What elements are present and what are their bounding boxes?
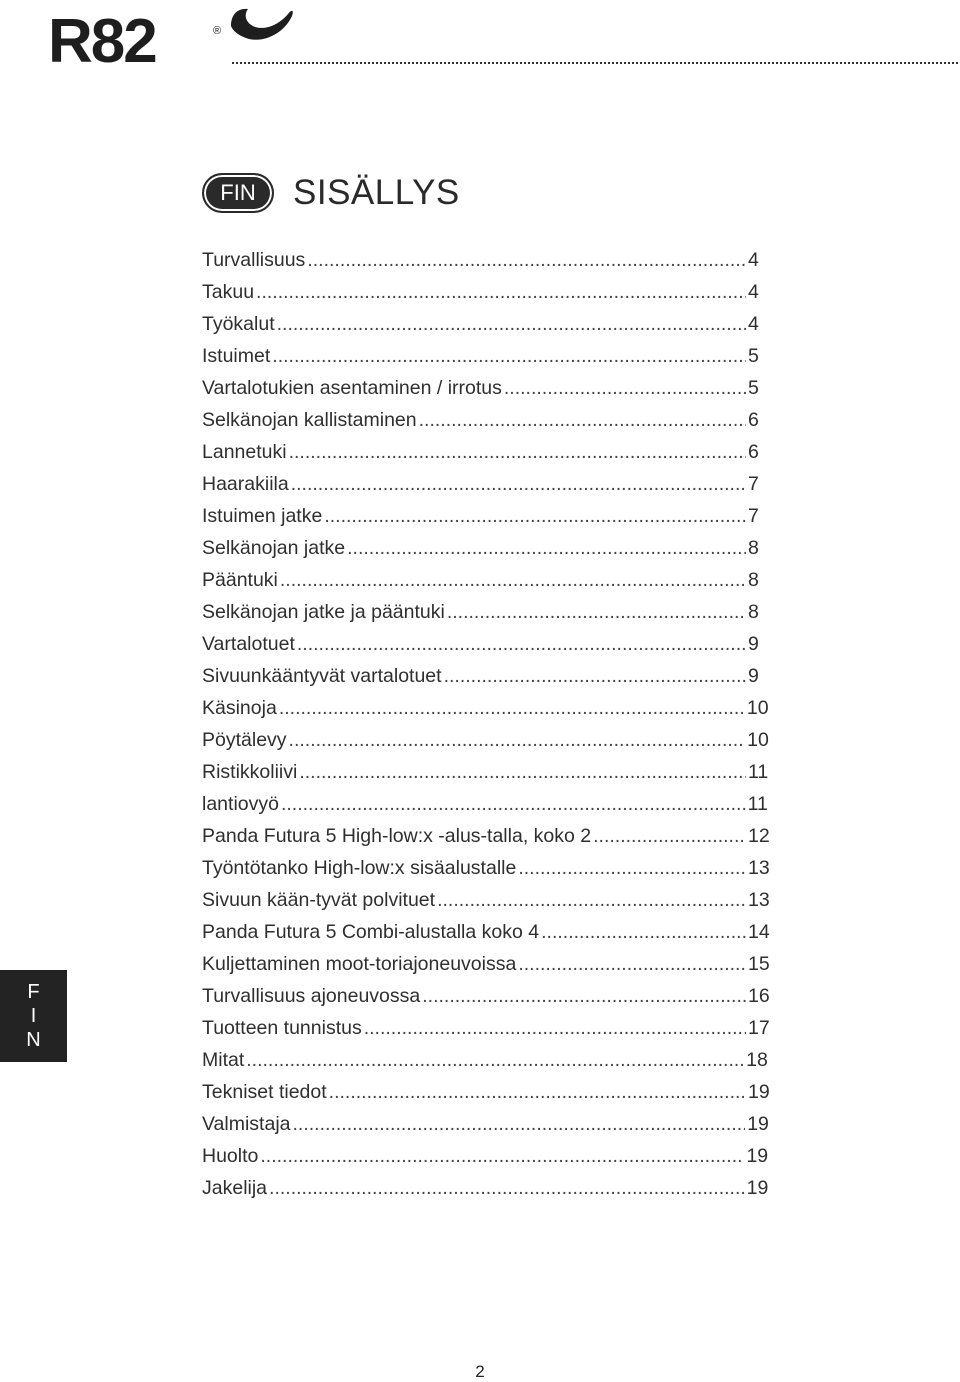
toc-entry-page: 13: [748, 889, 770, 911]
toc-entry[interactable]: [202, 660, 758, 692]
toc-entry-page: 16: [748, 985, 770, 1007]
toc-dot-leader: [593, 820, 746, 852]
toc-entry[interactable]: [202, 500, 758, 532]
toc-dot-leader: [518, 852, 746, 884]
toc-entry[interactable]: [202, 1108, 769, 1140]
toc-entry[interactable]: [202, 980, 770, 1012]
toc-dot-leader: [299, 756, 746, 788]
toc-entry-title: Tekniset tiedot: [202, 1081, 327, 1103]
toc-dot-leader: [307, 244, 746, 276]
toc-dot-leader: [280, 564, 746, 596]
side-tab-letter: I: [30, 1005, 37, 1027]
toc-entry-page: 12: [748, 825, 770, 847]
toc-entry-page: 5: [748, 377, 759, 399]
toc-entry[interactable]: [202, 1172, 769, 1204]
toc-dot-leader: [422, 980, 746, 1012]
toc-dot-leader: [437, 884, 746, 916]
toc-entry[interactable]: [202, 564, 758, 596]
toc-entry-title: Selkänojan jatke: [202, 537, 346, 559]
r82-logo: [48, 4, 298, 68]
toc-entry-page: 4: [748, 249, 759, 271]
toc-entry[interactable]: [202, 724, 769, 756]
toc-entry-title: Turvallisuus: [202, 249, 306, 271]
toc-dot-leader: [289, 724, 746, 756]
toc-entry-page: 17: [748, 1017, 770, 1039]
toc-dot-leader: [279, 692, 745, 724]
toc-dot-leader: [364, 1012, 746, 1044]
toc-entry-page: 9: [748, 633, 759, 655]
toc-entry-title: Vartalotukien asentaminen / irrotus: [202, 377, 502, 399]
toc-entry[interactable]: [202, 532, 758, 564]
toc-entry-title: Tuotteen tunnistus: [202, 1017, 362, 1039]
toc-entry-title: Istuimen jatke: [202, 505, 323, 527]
toc-entry-page: 6: [748, 409, 759, 431]
logo-text: R82: [48, 7, 156, 68]
toc-dot-leader: [289, 436, 746, 468]
logo-swoosh-icon: [231, 9, 293, 40]
toc-entry-title: Valmistaja: [202, 1113, 291, 1135]
toc-entry-page: 11: [747, 793, 768, 815]
language-badge: FIN: [202, 173, 274, 213]
toc-entry-title: Huolto: [202, 1145, 259, 1167]
page-title: SISÄLLYS: [293, 173, 460, 212]
toc-entry-title: Haarakiila: [202, 473, 289, 495]
toc-entry-title: Sivuun kään-tyvät polvituet: [202, 889, 436, 911]
toc-dot-leader: [272, 340, 746, 372]
toc-entry[interactable]: [202, 1044, 768, 1076]
toc-entry-page: 19: [746, 1177, 769, 1199]
toc-entry-page: 19: [746, 1145, 769, 1167]
toc-entry-title: Käsinoja: [202, 697, 277, 719]
toc-entry-title: Vartalotuet: [202, 633, 295, 655]
toc-dot-leader: [256, 276, 746, 308]
toc-entry-title: Työkalut: [202, 313, 275, 335]
toc-dot-leader: [246, 1044, 744, 1076]
toc-entry[interactable]: [202, 820, 770, 852]
toc-entry-page: 18: [746, 1049, 768, 1071]
toc-entry-page: 19: [748, 1081, 770, 1103]
toc-entry[interactable]: [202, 1012, 770, 1044]
toc-entry-page: 19: [747, 1113, 769, 1135]
toc-dot-leader: [324, 500, 746, 532]
toc-dot-leader: [504, 372, 746, 404]
toc-dot-leader: [269, 1172, 745, 1204]
toc-dot-leader: [329, 1076, 746, 1108]
toc-entry-title: Pääntuki: [202, 569, 278, 591]
toc-entry[interactable]: [202, 308, 758, 340]
toc-entry-title: Panda Futura 5 High-low:x -alus-talla, koko 2: [202, 825, 592, 847]
toc-entry-page: 7: [748, 505, 759, 527]
toc-dot-leader: [419, 404, 746, 436]
toc-dot-leader: [281, 788, 746, 820]
language-side-tab: [0, 970, 67, 1062]
toc-entry-page: 8: [748, 537, 759, 559]
toc-entry[interactable]: [202, 596, 758, 628]
page-header: [0, 0, 960, 90]
toc-entry[interactable]: [202, 628, 758, 660]
toc-entry-page: 7: [748, 473, 759, 495]
toc-dot-leader: [541, 916, 746, 948]
toc-entry-page: 9: [748, 665, 759, 687]
toc-entry-page: 4: [748, 281, 759, 303]
title-row: [202, 168, 460, 218]
toc-entry-page: 10: [746, 697, 769, 719]
toc-entry-title: Kuljettaminen moot-toriajoneuvoissa: [202, 953, 517, 975]
side-tab-letter: F: [27, 981, 40, 1003]
toc-entry-title: Mitat: [202, 1049, 245, 1071]
toc-entry[interactable]: [202, 468, 758, 500]
toc-entry[interactable]: [202, 436, 758, 468]
toc-entry[interactable]: [202, 276, 758, 308]
toc-dot-leader: [444, 660, 746, 692]
toc-entry-title: Lannetuki: [202, 441, 287, 463]
toc-dot-leader: [297, 628, 746, 660]
toc-entry-page: 10: [747, 729, 769, 751]
toc-entry[interactable]: [202, 852, 770, 884]
toc-dot-leader: [347, 532, 746, 564]
toc-entry[interactable]: [202, 244, 758, 276]
toc-entry-page: 8: [748, 569, 759, 591]
toc-entry-title: Selkänojan kallistaminen: [202, 409, 417, 431]
logo-registered-mark: ®: [213, 25, 222, 37]
toc-entry[interactable]: [202, 1076, 770, 1108]
toc-entry-title: Jakelija: [202, 1177, 268, 1199]
toc-entry[interactable]: [202, 916, 770, 948]
toc-entry-title: Pöytälevy: [202, 729, 287, 751]
table-of-contents: [202, 244, 770, 1204]
toc-entry-page: 6: [748, 441, 759, 463]
toc-dot-leader: [277, 308, 746, 340]
toc-entry-page: 15: [748, 953, 770, 975]
header-dotted-rule: [232, 62, 958, 64]
toc-entry-title: Istuimet: [202, 345, 271, 367]
toc-dot-leader: [447, 596, 746, 628]
toc-dot-leader: [293, 1108, 746, 1140]
toc-entry-title: Panda Futura 5 Combi-alustalla koko 4: [202, 921, 540, 943]
toc-entry[interactable]: [202, 756, 769, 788]
side-tab-letter: N: [26, 1029, 41, 1051]
toc-entry-page: 8: [748, 601, 759, 623]
toc-entry-title: Ristikkoliivi: [202, 761, 298, 783]
toc-entry-title: Turvallisuus ajoneuvossa: [202, 985, 421, 1007]
toc-entry[interactable]: [202, 372, 758, 404]
toc-dot-leader: [260, 1140, 744, 1172]
toc-entry[interactable]: [202, 884, 770, 916]
toc-entry-title: Takuu: [202, 281, 255, 303]
toc-dot-leader: [518, 948, 746, 980]
toc-entry-page: 5: [748, 345, 759, 367]
toc-entry-page: 14: [748, 921, 770, 943]
toc-entry-page: 11: [748, 761, 769, 783]
toc-entry-title: Selkänojan jatke ja pääntuki: [202, 601, 445, 623]
toc-entry-title: Työntötanko High-low:x sisäalustalle: [202, 857, 517, 879]
toc-entry-page: 4: [748, 313, 759, 335]
toc-entry-title: lantiovyö: [202, 793, 279, 815]
toc-entry[interactable]: [202, 788, 768, 820]
toc-entry[interactable]: [202, 1140, 769, 1172]
toc-entry-page: 13: [748, 857, 770, 879]
toc-entry[interactable]: [202, 340, 758, 372]
toc-entry-title: Sivuunkääntyvät vartalotuet: [202, 665, 442, 687]
page-number: 2: [475, 1362, 485, 1381]
toc-entry[interactable]: [202, 404, 758, 436]
toc-entry[interactable]: [202, 948, 770, 980]
toc-dot-leader: [291, 468, 746, 500]
toc-entry[interactable]: [202, 692, 769, 724]
